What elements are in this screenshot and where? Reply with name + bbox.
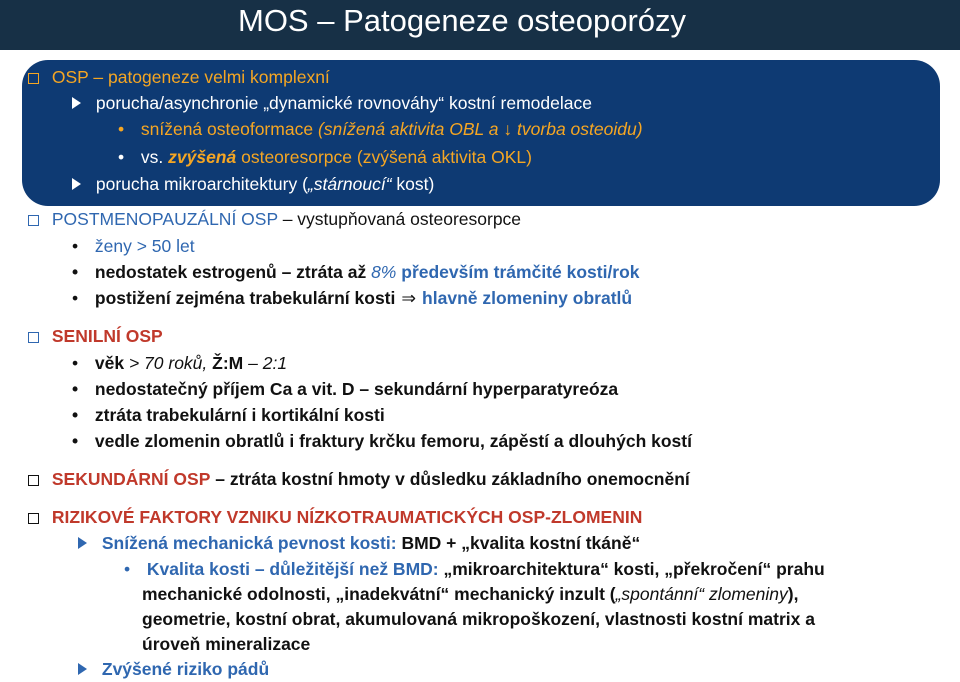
dot-bullet-icon: • [72, 405, 79, 425]
box-text: (snížená aktivita OBL a [317, 119, 499, 139]
section-heading: SENILNÍ OSP [51, 326, 163, 346]
slide-title: MOS – Patogeneze osteoporózy [238, 3, 687, 38]
bullet-text: „mikroarchitektura“ kosti, „překročení“ prahu [443, 559, 825, 579]
implies-arrow-icon: ⇒ [401, 288, 417, 308]
dot-bullet-icon: • [72, 379, 79, 399]
dot-bullet-icon: • [72, 353, 79, 373]
bullet-text: hlavně zlomeniny obratlů [422, 288, 633, 308]
arrow-bullet-icon [78, 537, 87, 549]
bullet-text: > 70 roků, [128, 353, 208, 373]
box-text: osteoresorpce [241, 147, 353, 167]
box-text: zvýšená [168, 147, 237, 167]
checkbox-bullet-icon [28, 332, 39, 343]
post-bullet-3 [72, 287, 632, 309]
senile-bullet-4 [72, 430, 692, 452]
senile-bullet-1 [72, 352, 287, 374]
section-risk-factors [28, 506, 642, 528]
box-heading-rest: velmi komplexní [204, 67, 330, 87]
box-text: (zvýšená aktivita OKL) [356, 147, 532, 167]
box-line-5 [72, 173, 434, 195]
risk-item-1 [78, 532, 640, 554]
bullet-text: mechanické odolnosti, „inadekvátní“ mechanický inzult ( [142, 584, 616, 604]
box-text: tvorba osteoidu) [517, 119, 643, 139]
bullet-text: úroveň mineralizace [142, 634, 311, 654]
bullet-text: nedostatečný příjem Ca a vit. D – sekundární hyperparatyreóza [94, 379, 619, 399]
down-arrow-icon: ↓ [503, 119, 513, 139]
bullet-text: Kvalita kosti – důležitější než BMD: [146, 559, 439, 579]
box-line-3 [118, 118, 643, 140]
senile-bullet-2 [72, 378, 618, 400]
post-bullet-1 [72, 235, 195, 257]
title-bar [0, 0, 960, 50]
arrow-bullet-icon [72, 97, 81, 109]
bullet-text: ženy > 50 let [94, 236, 195, 256]
dot-bullet-icon: • [72, 431, 79, 451]
box-heading: OSP – patogeneze [51, 67, 200, 87]
dot-bullet-icon: • [118, 119, 125, 139]
bullet-text: Snížená mechanická pevnost kosti: [101, 533, 397, 553]
bullet-text: geometrie, kostní obrat, akumulovaná mikropoškození, vlastnosti kostní matrix a [142, 609, 815, 629]
section-heading-rest: – ztráta kostní hmoty v důsledku základního onemocnění [215, 469, 690, 489]
bullet-text: vedle zlomenin obratlů i fraktury krčku femoru, zápěstí a dlouhých kostí [94, 431, 692, 451]
box-text: porucha/asynchronie „dynamické rovnováhy“ kostní remodelace [95, 93, 592, 113]
dot-bullet-icon: • [72, 288, 79, 308]
bullet-text: Ž:M [212, 353, 244, 373]
dot-bullet-icon: • [118, 147, 125, 167]
risk-item-2 [78, 658, 269, 680]
senile-bullet-3 [72, 404, 385, 426]
box-text: vs. [140, 147, 164, 167]
arrow-bullet-icon [78, 663, 87, 675]
checkbox-bullet-icon [28, 73, 39, 84]
bullet-text: Zvýšené riziko pádů [101, 659, 270, 679]
risk-subitem-1 [124, 558, 825, 580]
risk-subitem-1-cont-1 [142, 583, 798, 605]
dot-bullet-icon: • [72, 262, 79, 282]
box-text: snížená osteoformace [140, 119, 314, 139]
bullet-text: „spontánní“ zlomeniny [615, 584, 788, 604]
box-line-2 [72, 92, 592, 114]
bullet-text: ztráta trabekulární i kortikální kosti [94, 405, 385, 425]
section-secondary [28, 468, 690, 490]
box-line-1 [28, 66, 330, 88]
bullet-text: především trámčité kosti/rok [401, 262, 640, 282]
section-senile [28, 325, 163, 347]
box-text: „stárnoucí“ [307, 174, 392, 194]
section-heading: POSTMENOPAUZÁLNÍ OSP [51, 209, 278, 229]
bullet-text: nedostatek estrogenů – ztráta až [94, 262, 367, 282]
dot-bullet-icon: • [72, 236, 79, 256]
box-text: porucha mikroarchitektury ( [95, 174, 308, 194]
section-heading: RIZIKOVÉ FAKTORY VZNIKU NÍZKOTRAUMATICKÝCH OSP-ZLOMENIN [51, 507, 643, 527]
bullet-text: – 2:1 [248, 353, 288, 373]
arrow-bullet-icon [72, 178, 81, 190]
section-heading: SEKUNDÁRNÍ OSP [51, 469, 211, 489]
risk-subitem-1-cont-3 [142, 633, 310, 655]
section-heading-rest: – vystupňovaná osteoresorpce [282, 209, 522, 229]
box-line-4 [118, 146, 532, 168]
section-postmenopausal [28, 208, 521, 230]
checkbox-bullet-icon [28, 513, 39, 524]
bullet-text: věk [94, 353, 125, 373]
bullet-text: ), [787, 584, 799, 604]
checkbox-bullet-icon [28, 215, 39, 226]
dot-bullet-icon: • [124, 559, 131, 579]
checkbox-bullet-icon [28, 475, 39, 486]
box-text: kost) [396, 174, 435, 194]
post-bullet-2 [72, 261, 640, 283]
risk-subitem-1-cont-2 [142, 608, 815, 630]
bullet-text: 8% [371, 262, 397, 282]
bullet-text: BMD + „kvalita kostní tkáně“ [401, 533, 641, 553]
bullet-text: postižení zejména trabekulární kosti [94, 288, 396, 308]
